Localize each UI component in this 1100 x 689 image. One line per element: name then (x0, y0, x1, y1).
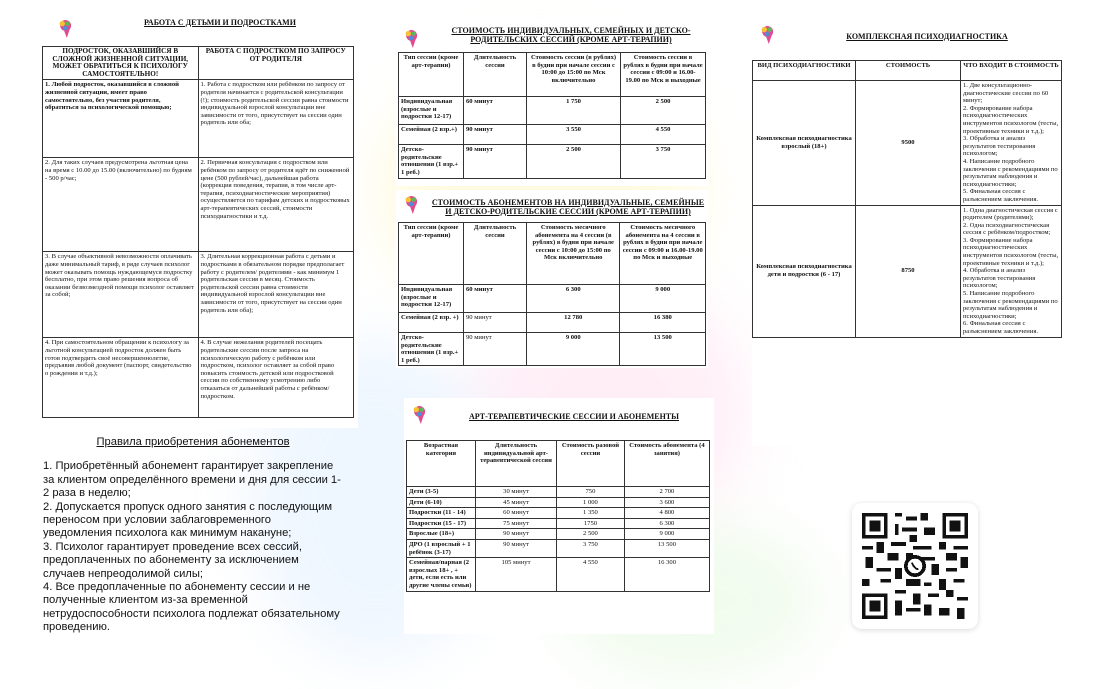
col-header-parent: РАБОТА С ПОДРОСТКОМ ПО ЗАПРОСУ ОТ РОДИТЕЛЯ (198, 47, 354, 80)
table-header: Стоимость месячного абонемента на 4 сессии в рублях в будни при начале сессии с 09:00 и 16.00-19.00 по Мск и выходные (620, 223, 706, 285)
table-cell: 105 минут (476, 558, 557, 591)
table-cell: 4 550 (621, 125, 706, 145)
table-cell: 1 350 (557, 508, 625, 519)
table-cell: Дети (6-10) (407, 497, 476, 508)
list-item: 2. Формирование набора психодиагностических инструментов психологом (тесты, проективные техники и т.д.); (963, 104, 1059, 135)
list-item: 2. Одна психодиагностическая сессия с ребёнком/подростком; (963, 221, 1051, 237)
table-header: СТОИМОСТЬ (856, 61, 961, 81)
table-cell: 13 500 (620, 333, 706, 366)
table-cell: 90 минут (476, 539, 557, 557)
table-cell: 9 000 (620, 285, 706, 313)
table-cell: 90 минут (464, 333, 527, 366)
qr-code[interactable] (852, 503, 978, 629)
table-cell: 45 минут (476, 497, 557, 508)
table-header: Возрастная категория (407, 441, 476, 487)
table-cell: 9 000 (624, 529, 709, 540)
brand-logo-icon (402, 28, 420, 50)
list-item: 4. Написание подробного заключения с рекомендациями по результатам наблюдения и психодиагностики; (963, 157, 1058, 188)
table-header: Длительность сессии (464, 53, 527, 97)
table-cell: 90 минут (476, 529, 557, 540)
table-header: Стоимость месячного абонемента на 4 сессии (в рублях) в будни при начале сессии с 10:00 до 15:00 по Мск включительно (527, 223, 620, 285)
table-cell: Подростки (15 - 17) (407, 518, 476, 529)
session-prices-panel (396, 18, 708, 186)
rule-item: 2. Допускается пропуск одного занятия с последующим переносом при условии заблаговременного уведомления психолога как минимум накануне; (43, 500, 333, 540)
table-cell: 60 минут (464, 285, 527, 313)
table-cell: 3 600 (624, 497, 709, 508)
table-cell: 3 750 (557, 539, 625, 557)
list-item: 5. Написание подробного заключения с рекомендациями по результатам наблюдения и психодиагностики; (963, 290, 1058, 320)
rules-title: Правила приобретения абонементов (96, 436, 290, 448)
subscription-rules (43, 436, 343, 635)
table-header: Стоимость абонемента (4 занятия) (624, 441, 709, 487)
table-cell: 6 300 (527, 285, 620, 313)
table-header: Тип сессии (кроме арт-терапии) (399, 223, 464, 285)
table-cell: Комплексная психодиагностика взрослый (18+) (753, 81, 856, 206)
table-cell: 1 750 (527, 97, 621, 125)
table-cell: Индивидуальная (взрослые и подростки 12-17) (399, 97, 464, 125)
art-therapy-panel (404, 398, 714, 634)
table-cell: Семейная (2 взр. +) (399, 313, 464, 333)
table-cell: 75 минут (476, 518, 557, 529)
table-cell: 16 380 (620, 313, 706, 333)
panel-title: АРТ-ТЕРАПЕВТИЧЕСКИЕ СЕССИИ И АБОНЕМЕНТЫ (469, 412, 679, 421)
table-cell: 30 минут (476, 487, 557, 498)
qr-code-icon (862, 513, 968, 619)
table-cell (961, 81, 1062, 206)
table-cell: 2. Первичная консультация с подростком или ребёнком по запросу от родителя идёт по сниженной цене (500 рублей/час), дальнейшая работа (коррекция поведения, терапия, в том числе арт-терапия, психодиагностические мероприятия) осуществляется по тарифам детских и подростковых арт-терапевтических сессий, стоимости психодиагностики и т.д. (198, 158, 354, 252)
table-cell: 6 300 (624, 518, 709, 529)
table-cell: Комплексная психодиагностика дети и подростки (6 - 17) (753, 205, 856, 337)
col-header-self: ПОДРОСТОК, ОКАЗАВШИЙСЯ В СЛОЖНОЙ ЖИЗНЕННОЙ СИТУАЦИИ, МОЖЕТ ОБРАТИТЬСЯ К ПСИХОЛОГУ САМОСТОЯТЕЛЬНО! (43, 47, 199, 80)
table-cell: Семейная (2 взр.+) (399, 125, 464, 145)
table-cell: 90 минут (464, 145, 527, 179)
table-cell: 60 минут (476, 508, 557, 519)
table-header: ВИД ПСИХОДИАГНОСТИКИ (753, 61, 856, 81)
table-cell: 1. Любой подросток, оказавшийся в сложной жизненной ситуации, имеет право самостоятельно, без участия родителя, обратиться за психологической помощью; (43, 80, 199, 158)
table-header: Тип сессии (кроме арт-терапии) (399, 53, 464, 97)
rule-item: 4. Все предоплаченные по абонементу сессии и не полученные клиентом из-за временной нетрудоспособности психолога подлежат обязательному проведению. (43, 581, 340, 634)
list-item: 5. Финальная сессия с разъяснением заключения. (963, 188, 1039, 203)
table-header: Длительность сессии (464, 223, 527, 285)
brand-logo-icon (56, 18, 74, 40)
table-cell (961, 205, 1062, 337)
psychodiagnostics-panel (752, 16, 1070, 446)
table-cell: 90 минут (464, 313, 527, 333)
table-cell: 4. В случае нежелания родителей посещать родительские сессии после запроса на психологическую работу с ребёнком или подростком, психолог оставляет за собой право повысить стоимость детской или подростковой сессии по собственному усмотрению либо отказаться от дальнейшей работы с ребёнком/ подростком. (198, 338, 354, 418)
table-cell: 4. При самостоятельном обращении к психологу за льготной консультацией подросток должен быть готов подтвердить своё несовершеннолетие, предъявив любой документ (паспорт, свидетельство о рождении и т.д.); (43, 338, 199, 418)
table-cell: 9500 (856, 81, 961, 206)
table-cell: 2 500 (621, 97, 706, 125)
table-cell: 8750 (856, 205, 961, 337)
table-cell: 2 700 (624, 487, 709, 498)
table-cell: 13 500 (624, 539, 709, 557)
table-cell: 3 750 (621, 145, 706, 179)
brand-logo-icon (410, 404, 428, 426)
list-item: 4. Обработка и анализ результатов тестирования психологом; (963, 267, 1036, 290)
rule-item: 1. Приобретённый абонемент гарантирует закрепление за клиентом определённого времени и дня для сессии 1-2 раза в неделю; (43, 460, 341, 500)
table-cell: 16 300 (624, 558, 709, 591)
table-cell: Индивидуальная (взрослые и подростки 12-17) (399, 285, 464, 313)
table-cell: 3 550 (527, 125, 621, 145)
table-header: ЧТО ВХОДИТ В СТОИМОСТЬ (961, 61, 1062, 81)
subscription-prices-table (398, 222, 706, 366)
table-cell: 60 минут (464, 97, 527, 125)
table-cell: 3. В случае объективной невозможности оплачивать даже минимальный тариф, в ряде случаев психолог может оказывать помощь нуждающемуся подростку бесплатно, при этом право решения вопроса об оказании безвозмездной помощи психолог оставляет за собой; (43, 252, 199, 338)
rule-item: 3. Психолог гарантирует проведение всех сессий, предоплаченных по абонементу за исключением случаев непреодолимой силы; (43, 540, 303, 580)
brand-logo-icon (402, 194, 420, 216)
table-header: Стоимость сессии в рублях в будни при начале сессии с 09:00 и 16.00-19.00 по Мск и выходные (621, 53, 706, 97)
table-cell: 4 800 (624, 508, 709, 519)
table-cell: 1 000 (557, 497, 625, 508)
children-teens-panel (40, 8, 358, 428)
list-item: 1. Две консультационно-диагностические сессии по 60 минут; (963, 82, 1049, 105)
table-header: Стоимость разовой сессии (557, 441, 625, 487)
table-cell: 90 минут (464, 125, 527, 145)
table-cell: ДРО (1 взрослый + 1 ребёнок (3-17) (407, 539, 476, 557)
panel-title: КОМПЛЕКСНАЯ ПСИХОДИАГНОСТИКА (846, 32, 1008, 41)
table-cell: 2. Для таких случаев предусмотрена льготная цена на время с 10.00 до 15.00 (включительно) по будням - 500 р/час; (43, 158, 199, 252)
table-cell: Семейная/парная (2 взрослых 18+ , + дети, если есть или другие члены семьи) (407, 558, 476, 591)
panel-title: РАБОТА С ДЕТЬМИ И ПОДРОСТКАМИ (144, 18, 296, 27)
children-teens-table (42, 46, 354, 418)
table-cell: 3. Длительная коррекционная работа с детьми и подростками в обязательном порядке предполагает работу с родителем/ родителями - как минимум 1 родительская сессия в месяц. Стоимость родительской сессии равна стоимости индивидуальной взрослой консультации вне зависимости от того, присутствует на сессии один родитель или оба); (198, 252, 354, 338)
list-item: 3. Формирование набора психодиагностических инструментов психологом (тесты, проективные техники и т.д.); (963, 236, 1059, 267)
table-cell: 4 550 (557, 558, 625, 591)
table-cell: Дети (3-5) (407, 487, 476, 498)
table-cell: 9 000 (527, 333, 620, 366)
list-item: 6. Финальная сессия с разъяснением заключения. (963, 320, 1039, 335)
panel-title: СТОИМОСТЬ АБОНЕМЕНТОВ НА ИНДИВИДУАЛЬНЫЕ, СЕМЕЙНЫЕ И ДЕТСКО-РОДИТЕЛЬСКИЕ СЕССИИ (КРОМЕ АРТ-ТЕРАПИИ) (431, 198, 705, 216)
table-header: Длительность индивидуальной арт-терапевтической сессии (476, 441, 557, 487)
art-therapy-table (406, 440, 710, 592)
subscription-prices-panel (396, 190, 708, 368)
list-item: 1. Одна диагностическая сессия с родителем (родителями); (963, 206, 1058, 222)
table-cell: 1750 (557, 518, 625, 529)
list-item: 3. Обработка и анализ результатов тестирования психологом; (963, 135, 1036, 158)
table-cell: Взрослые (18+) (407, 529, 476, 540)
table-cell: 12 780 (527, 313, 620, 333)
table-cell: 2 500 (527, 145, 621, 179)
table-cell: Детско-родительские отношения (1 взр.+ 1 реб.) (399, 333, 464, 366)
psychodiagnostics-table (752, 60, 1062, 338)
table-cell: Подростки (11 - 14) (407, 508, 476, 519)
table-cell: 2 500 (557, 529, 625, 540)
brand-logo-icon (758, 24, 776, 46)
panel-title: СТОИМОСТЬ ИНДИВИДУАЛЬНЫХ, СЕМЕЙНЫХ И ДЕТСКО-РОДИТЕЛЬСКИХ СЕССИЙ (КРОМЕ АРТ-ТЕРАПИИ) (451, 26, 691, 44)
session-prices-table (398, 52, 706, 179)
table-header: Стоимость сессии (в рублях) в будни при начале сессии с 10:00 до 15:00 по Мск включительно (527, 53, 621, 97)
table-cell: Детско-родительские отношения (1 взр.+ 1 реб.) (399, 145, 464, 179)
table-cell: 750 (557, 487, 625, 498)
table-cell: 1. Работа с подростком или ребёнком по запросу от родителя начинается с родительской консультации (!); стоимость родительской сессии равна стоимости индивидуальной взрослой консультации вне зависимости от того, присутствует на сессии один родитель или оба; (198, 80, 354, 158)
